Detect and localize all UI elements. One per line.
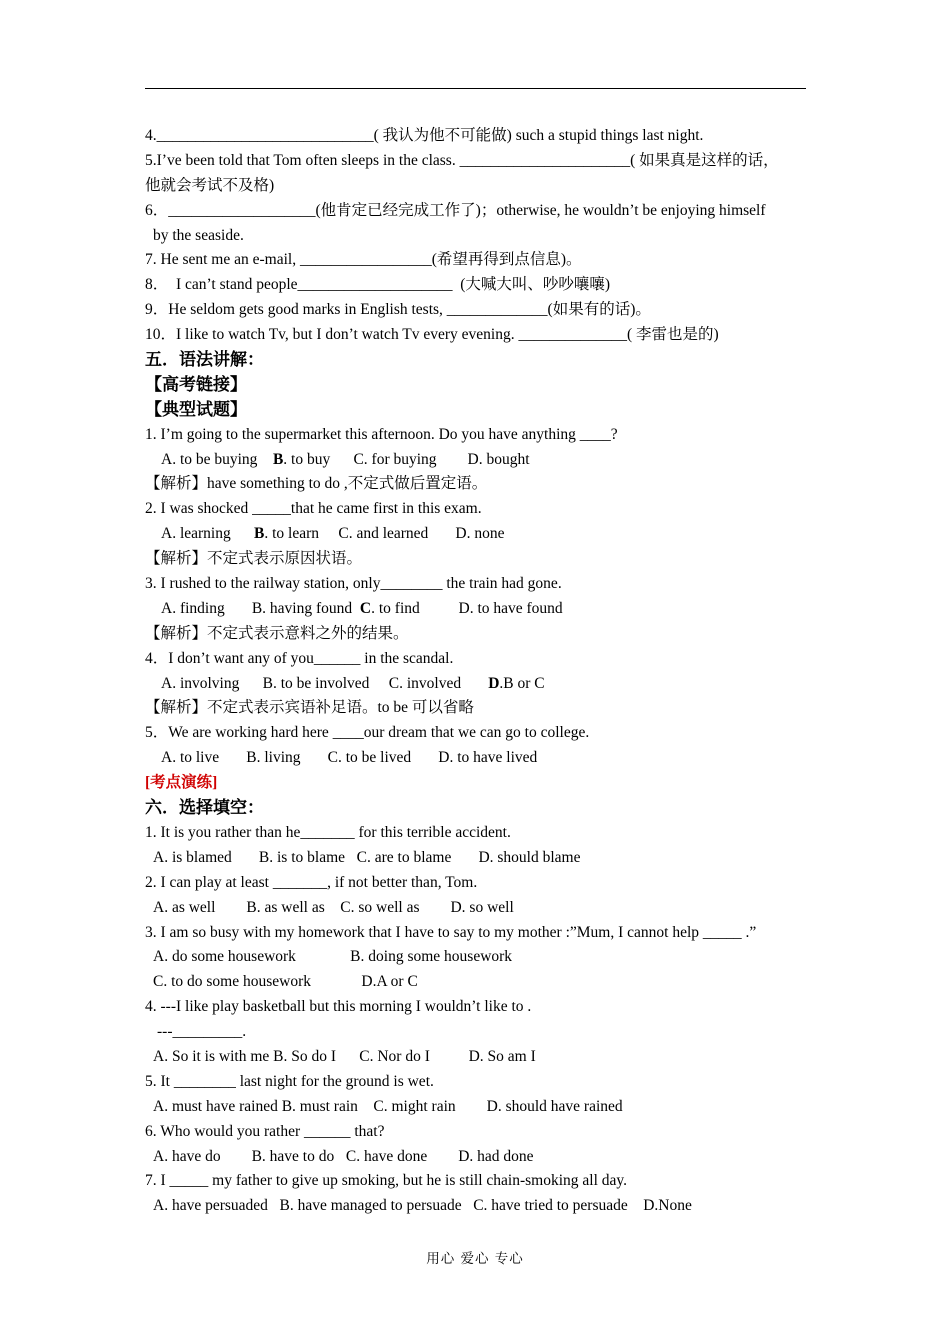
text-line: by the seaside. (153, 226, 244, 244)
document-body (145, 124, 825, 1219)
text-line: 【解析】have something to do ,不定式做后置定语。 (145, 475, 488, 493)
text-line: 8． I can’t stand people____________________ (大喊大叫、吵吵嚷嚷) (145, 276, 611, 294)
text-line: A. must have rained B. must rain C. might rain D. should have rained (153, 1097, 623, 1115)
text-line: 6. Who would you rather ______ that? (145, 1122, 385, 1140)
text-line: 5．We are working hard here ____our dream that we can go to college. (145, 724, 590, 742)
text-line: A. learning B. to learn C. and learned D. none (161, 525, 505, 543)
text-line: 4．I don’t want any of you______ in the scandal. (145, 649, 454, 667)
page-footer: 用心 爱心 专心 (426, 1251, 524, 1267)
text-line: 3. I rushed to the railway station, only________ the train had gone. (145, 575, 562, 593)
answer-letter: B (272, 450, 284, 468)
text-line: A. involving B. to be involved C. involved D.B or C (161, 674, 545, 692)
text-line: A. do some housework B. doing some housework (153, 948, 513, 966)
text-line: 7. I _____ my father to give up smoking, but he is still chain-smoking all day. (145, 1172, 628, 1190)
text-line: 6．___________________(他肯定已经完成工作了)；otherwise, he wouldn’t be enjoying himself (145, 201, 766, 219)
section-heading: 六．选择填空： (145, 798, 264, 818)
text-line: 5. It ________ last night for the ground is wet. (145, 1072, 434, 1090)
text-line: A. to be buying B. to buy C. for buying D. bought (161, 450, 530, 468)
text-line: A. as well B. as well as C. so well as D. so well (153, 898, 514, 916)
text-line: 9．He seldom gets good marks in English tests, _____________(如果有的话)。 (145, 301, 651, 319)
text-line: A. is blamed B. is to blame C. are to blame D. should blame (153, 848, 581, 866)
text-line: 【解析】不定式表示宾语补足语。to be 可以省略 (145, 699, 474, 717)
text-line: A. to live B. living C. to be lived D. to have lived (161, 749, 538, 767)
section-heading: 五．语法讲解： (145, 350, 264, 370)
answer-letter: C (359, 599, 372, 617)
text-line: 他就会考试不及格) (145, 176, 275, 194)
text-line: C. to do some housework D.A or C (153, 973, 418, 991)
text-line: 1. I’m going to the supermarket this afternoon. Do you have anything ____? (145, 425, 618, 443)
answer-letter: D (488, 674, 500, 692)
section-heading: 【典型试题】 (145, 399, 247, 419)
section-heading: 【高考链接】 (145, 374, 247, 394)
text-line: 3. I am so busy with my homework that I have to say to my mother :”Mum, I cannot help _____ .” (145, 923, 757, 941)
text-line: 7. He sent me an e-mail, _________________(希望再得到点信息)。 (145, 251, 582, 269)
text-line: 1. It is you rather than he_______ for this terrible accident. (145, 823, 511, 841)
text-line: 【解析】不定式表示原因状语。 (145, 550, 363, 568)
text-line: 【解析】不定式表示意料之外的结果。 (145, 624, 409, 642)
text-line: 2. I can play at least _______, if not better than, Tom. (145, 873, 478, 891)
text-line: ---_________. (157, 1023, 247, 1041)
text-line: 2. I was shocked _____that he came first in this exam. (145, 500, 482, 518)
text-line: A. have persuaded B. have managed to persuade C. have tried to persuade D.None (153, 1197, 692, 1215)
text-line: A. have do B. have to do C. have done D. had done (153, 1147, 534, 1165)
section-label: [考点演练] (145, 774, 218, 792)
text-line: A. So it is with me B. So do I C. Nor do I D. So am I (153, 1047, 536, 1065)
answer-letter: B (253, 525, 265, 543)
header-rule (145, 88, 806, 89)
text-line: 10．I like to watch Tv, but I don’t watch Tv every evening. ______________( 李雷也是的) (145, 326, 719, 344)
text-line: 5.I’ve been told that Tom often sleeps in the class. ______________________( 如果真是这样的话， (145, 151, 779, 169)
text-line: 4.____________________________( 我认为他不可能做) such a stupid things last night. (145, 127, 704, 144)
text-line: A. finding B. having found C. to find D. to have found (161, 599, 563, 617)
text-line: 4. ---I like play basketball but this morning I wouldn’t like to . (145, 998, 532, 1016)
